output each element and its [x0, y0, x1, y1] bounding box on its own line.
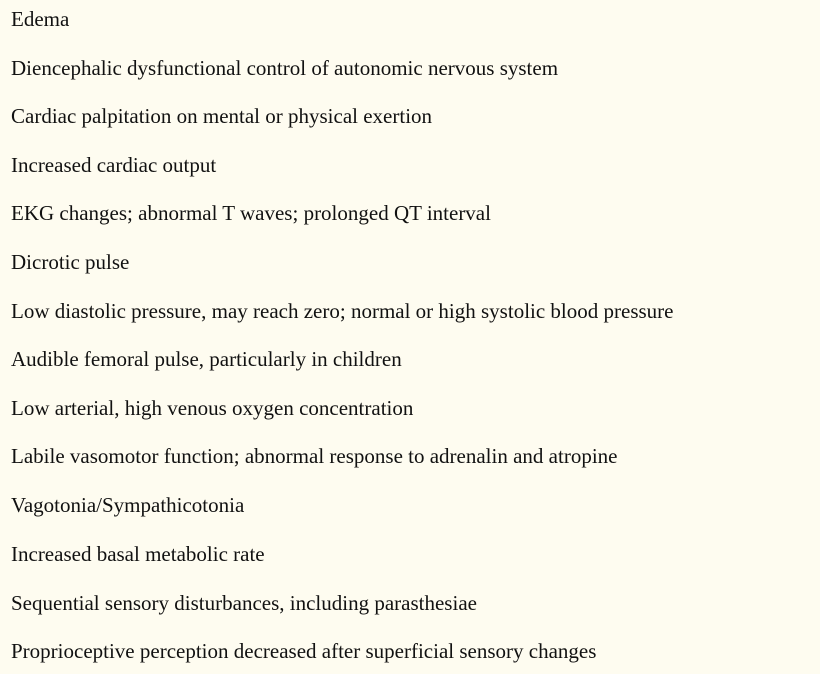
list-item: Edema: [11, 7, 70, 31]
list-item: Increased cardiac output: [11, 153, 217, 177]
list-item: Low diastolic pressure, may reach zero; normal or high systolic blood pressure: [11, 299, 674, 323]
list-item: Sequential sensory disturbances, including parasthesiae: [11, 591, 477, 615]
list-item: Cardiac palpitation on mental or physical exertion: [11, 104, 433, 128]
list-item: Labile vasomotor function; abnormal response to adrenalin and atropine: [11, 444, 618, 468]
list-item: EKG changes; abnormal T waves; prolonged QT interval: [11, 201, 491, 225]
list-item: Vagotonia/Sympathicotonia: [11, 493, 245, 517]
list-item: Dicrotic pulse: [11, 250, 130, 274]
list-item: Diencephalic dysfunctional control of autonomic nervous system: [11, 56, 559, 80]
list-item: Proprioceptive perception decreased after superficial sensory changes: [11, 639, 597, 663]
list-item: Increased basal metabolic rate: [11, 542, 265, 566]
list-item: Audible femoral pulse, particularly in children: [11, 347, 402, 371]
list-item: Low arterial, high venous oxygen concentration: [11, 396, 414, 420]
